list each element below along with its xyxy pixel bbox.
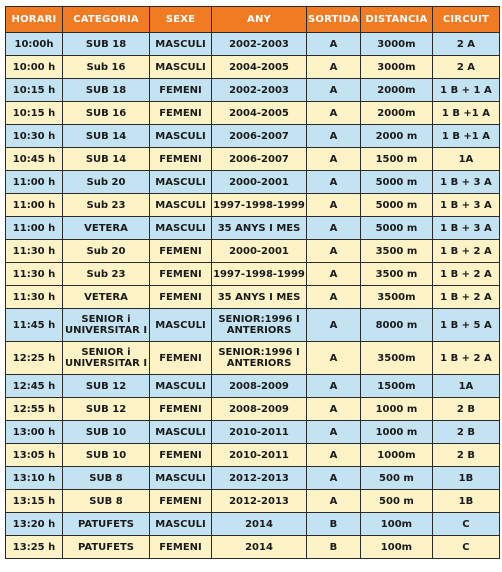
table-row: [6, 56, 500, 79]
header-any: ANY: [212, 7, 307, 33]
cell-categoria: SUB 10: [63, 444, 150, 467]
table-row: [6, 444, 500, 467]
cell-any: SENIOR:1996 I ANTERIORS: [212, 309, 307, 342]
cell-any: 2002-2003: [212, 33, 307, 56]
cell-categoria: SUB 14: [63, 148, 150, 171]
cell-distancia: 2000m: [360, 79, 432, 102]
cell-sexe: FEMENI: [150, 102, 212, 125]
cell-any: 35 ANYS I MES: [212, 217, 307, 240]
cell-circuit: 1 B + 2 A: [432, 286, 499, 309]
cell-circuit: 2 A: [432, 33, 499, 56]
cell-circuit: 1 B + 3 A: [432, 194, 499, 217]
cell-distancia: 3000m: [360, 56, 432, 79]
cell-horari: 13:10 h: [6, 467, 63, 490]
cell-any: 2012-2013: [212, 467, 307, 490]
cell-distancia: 3500 m: [360, 263, 432, 286]
cell-horari: 10:00h: [6, 33, 63, 56]
table-row: [6, 513, 500, 536]
cell-categoria: SUB 10: [63, 421, 150, 444]
cell-distancia: 5000 m: [360, 217, 432, 240]
cell-sortida: A: [307, 421, 361, 444]
cell-horari: 11:00 h: [6, 217, 63, 240]
header-sexe: SEXE: [150, 7, 212, 33]
cell-circuit: 1 B + 3 A: [432, 217, 499, 240]
table-row: [6, 217, 500, 240]
table-row: [6, 263, 500, 286]
cell-any: 2004-2005: [212, 102, 307, 125]
table-row: [6, 398, 500, 421]
cell-horari: 12:25 h: [6, 342, 63, 375]
cell-any: 35 ANYS I MES: [212, 286, 307, 309]
cell-distancia: 500 m: [360, 490, 432, 513]
cell-any: 2006-2007: [212, 125, 307, 148]
cell-distancia: 2000 m: [360, 125, 432, 148]
cell-circuit: 1B: [432, 467, 499, 490]
cell-circuit: 1A: [432, 375, 499, 398]
cell-horari: 12:55 h: [6, 398, 63, 421]
cell-horari: 11:00 h: [6, 194, 63, 217]
header-horari: HORARI: [6, 7, 63, 33]
cell-categoria: SUB 16: [63, 102, 150, 125]
cell-sexe: MASCULI: [150, 421, 212, 444]
table-row: [6, 171, 500, 194]
header-distancia: DISTANCIA: [360, 7, 432, 33]
cell-sexe: MASCULI: [150, 513, 212, 536]
cell-any: 2010-2011: [212, 444, 307, 467]
cell-sortida: A: [307, 467, 361, 490]
cell-categoria: SUB 12: [63, 375, 150, 398]
cell-distancia: 1000m: [360, 444, 432, 467]
cell-distancia: 8000 m: [360, 309, 432, 342]
cell-sortida: A: [307, 263, 361, 286]
cell-horari: 10:45 h: [6, 148, 63, 171]
table-row: [6, 125, 500, 148]
cell-categoria: SUB 14: [63, 125, 150, 148]
cell-sortida: A: [307, 148, 361, 171]
cell-categoria: PATUFETS: [63, 513, 150, 536]
cell-sortida: A: [307, 286, 361, 309]
cell-sexe: FEMENI: [150, 240, 212, 263]
cell-horari: 13:05 h: [6, 444, 63, 467]
cell-sortida: A: [307, 217, 361, 240]
cell-horari: 12:45 h: [6, 375, 63, 398]
cell-any: 2004-2005: [212, 56, 307, 79]
cell-circuit: C: [432, 536, 499, 559]
cell-sexe: FEMENI: [150, 490, 212, 513]
cell-horari: 10:15 h: [6, 102, 63, 125]
cell-distancia: 1500m: [360, 375, 432, 398]
cell-sexe: MASCULI: [150, 467, 212, 490]
cell-sexe: FEMENI: [150, 444, 212, 467]
cell-any: 2000-2001: [212, 240, 307, 263]
cell-sortida: A: [307, 342, 361, 375]
cell-distancia: 100m: [360, 513, 432, 536]
cell-sexe: MASCULI: [150, 375, 212, 398]
cell-any: 2002-2003: [212, 79, 307, 102]
cell-distancia: 3500m: [360, 286, 432, 309]
table-row: [6, 467, 500, 490]
cell-sortida: A: [307, 171, 361, 194]
table-row: [6, 148, 500, 171]
cell-sortida: A: [307, 490, 361, 513]
cell-distancia: 5000 m: [360, 194, 432, 217]
cell-sexe: FEMENI: [150, 148, 212, 171]
cell-distancia: 3500 m: [360, 240, 432, 263]
cell-categoria: SUB 8: [63, 467, 150, 490]
cell-horari: 11:45 h: [6, 309, 63, 342]
header-categoria: CATEGORIA: [63, 7, 150, 33]
cell-sexe: FEMENI: [150, 536, 212, 559]
schedule-table-wrapper: [5, 6, 500, 559]
cell-circuit: 2 B: [432, 444, 499, 467]
cell-horari: 10:30 h: [6, 125, 63, 148]
cell-horari: 13:25 h: [6, 536, 63, 559]
cell-circuit: 2 A: [432, 56, 499, 79]
cell-circuit: 1 B + 2 A: [432, 342, 499, 375]
cell-sexe: FEMENI: [150, 263, 212, 286]
cell-sortida: B: [307, 536, 361, 559]
cell-categoria: PATUFETS: [63, 536, 150, 559]
cell-any: 2008-2009: [212, 398, 307, 421]
cell-sexe: MASCULI: [150, 217, 212, 240]
cell-sexe: FEMENI: [150, 79, 212, 102]
table-row: [6, 102, 500, 125]
cell-circuit: 1 B + 2 A: [432, 240, 499, 263]
cell-categoria: SUB 12: [63, 398, 150, 421]
table-row: [6, 286, 500, 309]
cell-distancia: 2000m: [360, 102, 432, 125]
cell-categoria: SUB 8: [63, 490, 150, 513]
cell-sortida: A: [307, 444, 361, 467]
table-row: [6, 490, 500, 513]
cell-sortida: A: [307, 240, 361, 263]
cell-any: 2010-2011: [212, 421, 307, 444]
header-circuit: CIRCUIT: [432, 7, 499, 33]
header-sortida: SORTIDA: [307, 7, 361, 33]
cell-categoria: SUB 18: [63, 79, 150, 102]
cell-any: 2012-2013: [212, 490, 307, 513]
cell-sexe: FEMENI: [150, 342, 212, 375]
table-row: [6, 33, 500, 56]
table-row: [6, 342, 500, 375]
cell-sexe: MASCULI: [150, 33, 212, 56]
table-row: [6, 194, 500, 217]
cell-distancia: 500 m: [360, 467, 432, 490]
cell-any: 2014: [212, 513, 307, 536]
cell-horari: 11:30 h: [6, 263, 63, 286]
cell-horari: 11:00 h: [6, 171, 63, 194]
cell-horari: 11:30 h: [6, 286, 63, 309]
cell-categoria: SENIOR i UNIVERSITAR I: [63, 309, 150, 342]
cell-circuit: 1A: [432, 148, 499, 171]
cell-circuit: 1 B + 2 A: [432, 263, 499, 286]
cell-horari: 10:00 h: [6, 56, 63, 79]
cell-categoria: Sub 23: [63, 263, 150, 286]
cell-sexe: MASCULI: [150, 56, 212, 79]
cell-horari: 13:00 h: [6, 421, 63, 444]
cell-categoria: Sub 23: [63, 194, 150, 217]
table-header-row: [6, 7, 500, 33]
table-row: [6, 375, 500, 398]
cell-circuit: 1 B + 3 A: [432, 171, 499, 194]
cell-distancia: 5000 m: [360, 171, 432, 194]
cell-circuit: 1 B + 1 A: [432, 79, 499, 102]
table-row: [6, 240, 500, 263]
cell-circuit: 2 B: [432, 421, 499, 444]
cell-categoria: VETERA: [63, 286, 150, 309]
cell-sexe: FEMENI: [150, 398, 212, 421]
cell-sortida: A: [307, 309, 361, 342]
cell-categoria: Sub 16: [63, 56, 150, 79]
cell-sortida: A: [307, 56, 361, 79]
cell-any: 2008-2009: [212, 375, 307, 398]
cell-categoria: Sub 20: [63, 171, 150, 194]
cell-any: 2000-2001: [212, 171, 307, 194]
cell-sortida: A: [307, 102, 361, 125]
cell-distancia: 3500m: [360, 342, 432, 375]
cell-sexe: MASCULI: [150, 309, 212, 342]
table-row: [6, 309, 500, 342]
table-row: [6, 421, 500, 444]
table-row: [6, 536, 500, 559]
cell-distancia: 1500 m: [360, 148, 432, 171]
cell-any: 1997-1998-1999: [212, 263, 307, 286]
cell-sortida: A: [307, 33, 361, 56]
cell-sexe: FEMENI: [150, 286, 212, 309]
cell-categoria: SUB 18: [63, 33, 150, 56]
cell-circuit: 1B: [432, 490, 499, 513]
cell-any: 2006-2007: [212, 148, 307, 171]
cell-any: 1997-1998-1999: [212, 194, 307, 217]
cell-sortida: B: [307, 513, 361, 536]
cell-any: 2014: [212, 536, 307, 559]
cell-distancia: 1000 m: [360, 398, 432, 421]
cell-distancia: 100m: [360, 536, 432, 559]
cell-sortida: A: [307, 398, 361, 421]
cell-categoria: VETERA: [63, 217, 150, 240]
cell-circuit: 1 B +1 A: [432, 102, 499, 125]
cell-circuit: 1 B +1 A: [432, 125, 499, 148]
cell-horari: 10:15 h: [6, 79, 63, 102]
cell-horari: 13:20 h: [6, 513, 63, 536]
cell-sortida: A: [307, 375, 361, 398]
cell-distancia: 3000m: [360, 33, 432, 56]
cell-any: SENIOR:1996 I ANTERIORS: [212, 342, 307, 375]
cell-circuit: 1 B + 5 A: [432, 309, 499, 342]
cell-horari: 11:30 h: [6, 240, 63, 263]
cell-circuit: C: [432, 513, 499, 536]
cell-sexe: MASCULI: [150, 194, 212, 217]
cell-sortida: A: [307, 125, 361, 148]
race-schedule-table: [5, 6, 500, 559]
cell-sortida: A: [307, 194, 361, 217]
cell-sexe: MASCULI: [150, 125, 212, 148]
cell-distancia: 1000 m: [360, 421, 432, 444]
cell-circuit: 2 B: [432, 398, 499, 421]
cell-categoria: Sub 20: [63, 240, 150, 263]
cell-categoria: SENIOR i UNIVERSITAR I: [63, 342, 150, 375]
cell-sortida: A: [307, 79, 361, 102]
cell-horari: 13:15 h: [6, 490, 63, 513]
table-row: [6, 79, 500, 102]
cell-sexe: MASCULI: [150, 171, 212, 194]
